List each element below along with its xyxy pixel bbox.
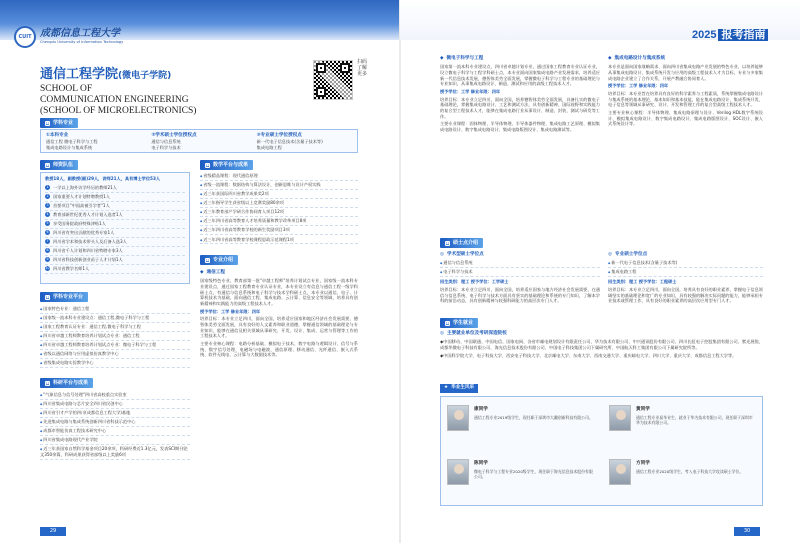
building-icon: ■ — [46, 294, 49, 299]
major-ic-goal: 培养目标：本专业旨在培养具有良好的科学素养与工程素质，系统掌握集成电路设计与集成系统的基本理论、基本知识和基本技能，能在集成电路设计、集成系统开发、电子信息等领域从事研究、设计、开发和管理工作的复合型高级工程技术人才。 — [608, 90, 763, 108]
alumni-box — [440, 396, 763, 506]
logo-text: CUIT — [18, 33, 32, 40]
college-title — [40, 66, 171, 84]
list-item: ◆ 近三年四川省高等教育学校的新生奖励项目3项 — [200, 226, 358, 235]
alumni-desc: 通信工程专业2019级学生，现任职于深圳市大疆创新科技有限公司。 — [474, 415, 593, 420]
academic-title: ②学术硕士学位授权点 — [151, 133, 197, 138]
teaching-list — [200, 172, 358, 244]
college-title-en — [40, 84, 310, 117]
list-item: ◆ 国家特色专业：通信工程 — [40, 305, 190, 314]
list-item: 10 四川省教学名师1人 — [45, 265, 185, 274]
list-item: 9 四川省科技创新创业苗子人才计划1人 — [45, 256, 185, 265]
diamond-icon: ◆ — [608, 56, 612, 61]
section-title: 学科专业平台 — [53, 293, 84, 300]
list-item: ◆ 四川省集成电路现代产业学院 — [40, 436, 190, 445]
page-number-left: 29 — [40, 527, 66, 536]
major-micro-desc: 国家第一流本科专业建设点，四川省卓越计划专业，通过国家工程教育专业认证专业，设立微电子科学与工程学科硕士点，本专业面向国家集成电路产业发展需求，培养适应新一代信息技术发展，德智体美劳全面发展，掌握微电子科学与工程专业的基础理论与专业知识，从事集成电路设计、制造、测试和应用的高级工程技术人才。 — [440, 64, 600, 87]
section-title: 数学平台与成果 — [213, 161, 249, 168]
alumni-name: 康同学 — [474, 407, 488, 412]
star-icon: ★ — [444, 385, 449, 391]
platforms-list — [40, 305, 190, 368]
section-teaching — [200, 160, 253, 170]
professional-item: 新一代电子信息技术(含量子技术等) — [256, 139, 323, 145]
section-research — [40, 378, 93, 388]
list-item: ◆ 电子科学与技术 — [440, 268, 600, 277]
school-name-en: Chengdu University of Information Technology — [40, 40, 124, 44]
list-icon: ■ — [206, 257, 209, 262]
major-comm-degree: 授予学位：工学 修业年限：四年 — [200, 308, 261, 314]
section-faculty — [40, 160, 78, 170]
faculty-summary: 教授18人，副教授(副)29人，讲师21人，具有博士学位53人 — [45, 176, 161, 181]
major-comm-title: ◆ 通信工程 — [200, 270, 225, 275]
list-item: ◆ 先进集成电路与集成系统创新四川省科技示范中心 — [40, 418, 190, 427]
briefcase-icon: ■ — [446, 320, 449, 325]
academic-master-points — [151, 133, 246, 149]
list-item: ◆ 国家工程教育认证专业：通信工程,微电子科学与工程 — [40, 323, 190, 332]
grad-academic-degree: 招生类别：理工 授予学位：工学硕士 — [440, 279, 509, 285]
school-name-cn: 成都信息工程大学 — [40, 28, 120, 39]
employers-schools: ◆中国科学院大学、电子科技大学、西安电子科技大学、北京邮电大学、东南大学、西南交通大学、重庆邮电大学、四川大学、重庆大学、成都信息工程大学等。 — [440, 352, 737, 358]
list-item: ◆ 省级以通信网络与应用虚拟仿真教学中心 — [40, 350, 190, 359]
major-ic-degree: 授予学位：工学 修业年限：四年 — [608, 83, 669, 89]
undergrad-title: ①本科专业 — [46, 133, 69, 138]
major-ic-desc: 本专业是面向国家战略需求、面向四川省集成电路产业发展的特色专业，以培养能够从事集成电路设计、集成系统开发与应用的高级工程技术人才为目标，专业与多家集成电路企业建立了合作关系，开展产教融合协同育人。 — [608, 64, 763, 81]
major-micro-title: ◆ 微电子科学与工程 — [440, 56, 484, 61]
list-item: ◆ 近三年获国家自然科学基金项目20余项，科研经费近1.3亿元，发表SCI期刊论文350余篇，科研成果获得省部级以上奖励6项 — [40, 445, 190, 460]
undergrad-item: 集成电路设计与集成系统 — [46, 144, 93, 150]
major-micro-courses: 主要专业课程：固体物理、半导体物理、半导体器件物理、集成电路工艺原理、模拟集成电路设计、数字集成电路设计、集成电路版图设计、集成电路测试等。 — [440, 121, 600, 132]
page-number-right: 30 — [734, 527, 760, 536]
title-en-line: COMMUNICATION ENGINEERING — [40, 94, 189, 105]
section-major-intro — [200, 255, 238, 265]
section-alumni: ★ 毕业生风采 — [440, 384, 478, 393]
target-icon: ◎ — [440, 331, 445, 336]
alumni-name: 陈同学 — [474, 461, 488, 466]
list-item: ◆ 省级精品课程：现代通信原理 — [200, 172, 358, 181]
school-logo-icon — [14, 26, 36, 48]
professional-master-points — [257, 133, 352, 149]
grad-professional-degree: 招生类别：理工 授予学位：工程硕士 — [608, 279, 677, 285]
major-ic-title: ◆ 集成电路设计与集成系统 — [608, 56, 666, 61]
college-title-sub: (微电子学院) — [118, 71, 172, 81]
faculty-box — [40, 172, 190, 284]
list-item: ◆ 通信与信息系统 — [440, 259, 600, 268]
academic-item: 通信与信息系统 — [151, 139, 181, 145]
list-item: 6 四川省有突出贡献的优秀专家1人 — [45, 229, 185, 238]
book-icon: ■ — [46, 120, 49, 125]
list-item: 4 教育部新世纪优秀人才计划入选者1人 — [45, 211, 185, 220]
diamond-icon: ◆ — [200, 270, 204, 275]
list-item: ◆ 集成电路工程 — [608, 268, 763, 277]
research-box — [40, 391, 190, 460]
list-item: 8 四川省千人计划和四川省特聘专家3人 — [45, 247, 185, 256]
list-item: ◆ 新一代电子信息技术(含量子技术等) — [608, 259, 763, 268]
target-icon: ◎ — [440, 252, 445, 257]
year-badge — [690, 28, 768, 43]
section-jobs — [440, 318, 478, 328]
section-title: 科研平台与成果 — [53, 379, 89, 386]
alumni-desc: 微电子科学与工程专业2020级学生，现任职于海光信息技术股份有限公司。 — [474, 469, 593, 480]
alumni-avatar — [447, 459, 469, 485]
list-item: ◆ 四川省集成电路与芯片安全四川省民创中心 — [40, 400, 190, 409]
list-item: 2 国家重要人才计划特聘教授1人 — [45, 193, 185, 202]
list-item: ◆ 近三年指导学生获省级以上竞赛奖励80余项 — [200, 199, 358, 208]
section-title: 专业介绍 — [213, 256, 234, 263]
cap-icon: ■ — [446, 240, 449, 245]
major-comm — [200, 270, 358, 358]
list-item: 1 一学以上海外访学经历的教师21人 — [45, 184, 185, 193]
undergrad-majors — [46, 133, 141, 149]
list-item: ◆ 四川省引才产学的四川(成都信息工程大学)基地 — [40, 409, 190, 418]
alumni-desc: 通信工程专业届毕业生，就业于华为技术有限公司，现任职于深圳市华为技术有限公司。 — [636, 415, 753, 426]
section-grad — [440, 238, 483, 248]
people-icon: ■ — [46, 162, 49, 167]
list-item: 5 享受国务院政府特殊津贴1人 — [45, 220, 185, 229]
platforms-box — [40, 305, 190, 368]
list-item: ◆ 省级集成电路实验教学中心 — [40, 359, 190, 368]
list-item: ◆ 近三年获国际四川省教学成果奖2项 — [200, 190, 358, 199]
medal-icon: ■ — [206, 162, 209, 167]
section-title: 学生就业 — [453, 319, 474, 326]
professional-title: ③专业硕士学位授权点 — [256, 133, 302, 138]
grad-academic-title: ◎ 学术型硕士学位点 — [440, 252, 484, 257]
grad-professional-title: ◎ 专业硕士学位点 — [608, 252, 648, 257]
grad-professional-desc: 培养目标：本专业立足四川，面向全国，培养具有良好的职业素养，掌握电子信息领域坚实的基础理论和宽广的专业知识，具有较强的解决实际问题的能力，能够承担专业技术或管理工作，具有良好的职业素养的高层次应用型专门人才。 — [608, 286, 763, 304]
major-ic — [608, 56, 763, 127]
faculty-list — [45, 184, 185, 274]
alumni-name: 方同学 — [636, 461, 650, 466]
research-list — [40, 391, 190, 460]
list-item: ◆ 省级一流课程：数据结构与算法设计，创新思维与设计产权实践 — [200, 181, 358, 190]
major-comm-desc: 国家级特色专业，教育部第一批"卓越工程师"培养计划试点专业，国家级一流本科专业建设点，通过国家工程教育专业认证专业，本专业设立有信息与通信工程一级学科硕士点，有通信与信息系统和电子科学与技术学科硕士点，本专业以通信、电子、计算机技术为基础，面向通信工程、集成电路、云计算、信息安全等领域，培养具有创新精神和实践能力的高级工程技术人才。 — [200, 278, 358, 306]
list-item: 3 首要项目"中国高被引学者"1人 — [45, 202, 185, 211]
list-item: ◆ 成都市智能仿真工程技术研究中心 — [40, 427, 190, 436]
academic-item: 电子科学与技术 — [151, 144, 181, 150]
section-title: 师资队伍 — [53, 161, 74, 168]
alumni-name: 黄同学 — [636, 407, 650, 412]
major-comm-goal: 培养目标：本专业立足四川，面向全国，培养适应国家和地区经济社会发展需要，德智体美劳全面发展，具有良好的人文素养和职业道德，掌握通信领域的基础理论与专业知识，能够在通信及相关领域从事研究、开发、设计、集成、运营与管理等工作的工程技术人才。 — [200, 316, 358, 339]
list-item: ◆ 国家级一流本科专业建设点：通信工程,微电子科学与工程 — [40, 314, 190, 323]
disciplines-box — [40, 129, 358, 153]
target-icon: ◎ — [608, 252, 613, 257]
grad-academic-list — [440, 259, 600, 277]
list-item: ◆ 近三年四川省高等教育学校课程思政示范课程1项 — [200, 235, 358, 244]
list-item: ◆ 四川省卓越工程师教育培养计划试点专业：通信工程 — [40, 332, 190, 341]
list-item: ◆ "气象信息与信号处理"四川省高校重点实验室 — [40, 391, 190, 400]
major-micro-goal: 培养目标：本专业立足四川，面向全国，培养德智体美劳全面发展，具备扎实的微电子基础理论，掌握集成电路设计、工艺和测试方法，具有创新精神、国际视野和实践能力的复合型工程技术人才，能够在集成电路行业从事设计、制造、封装、测试与研发等工作。 — [440, 96, 600, 119]
major-ic-courses: 主要专业核心课程：半导体物理、集成电路原理与设计、Verilog HDL数字系统设计、模拟集成电路设计、数字集成电路设计、集成电路版图设计、SOC设计、嵌入式系统设计等。 — [608, 109, 763, 127]
alumni-desc: 通信工程专业2020级学生，考入电子科技大学攻读硕士学位。 — [636, 469, 744, 474]
grad-professional — [608, 252, 763, 304]
grad-academic-desc: 培养目标：本专业立足四川，面向全国，培养适应国家与地方经济社会发展需要，在通信与信息系统、电子科学与技术方面具有坚实的基础理论和系统的专门知识，了解本学科的前沿动态，具有创新精神与较强科研能力的高层次专门人才。 — [440, 286, 600, 304]
diamond-icon: ◆ — [440, 56, 444, 61]
college-title-main: 通信工程学院 — [40, 67, 119, 82]
major-micro — [440, 56, 600, 133]
alumni-avatar — [609, 459, 631, 485]
grad-professional-list — [608, 259, 763, 277]
major-micro-degree: 授予学位：工学 修业年限：四年 — [440, 88, 501, 94]
year-label: 2025 — [692, 29, 717, 41]
title-en-line: SCHOOL OF — [40, 84, 93, 94]
qr-code[interactable] — [313, 60, 353, 100]
list-item: ◆ 近三年四川省高等教育人才培养质量和教学改革项目8项 — [200, 217, 358, 226]
major-comm-courses: 主要专业核心课程：电路分析基础、模拟电子技术、数字电路与逻辑设计、信号与系统、数字信号处理、电磁场与电磁波、通信原理、移动通信、光纤通信、嵌入式系统、软件无线电、云计算与大数据技术等。 — [200, 340, 358, 358]
alumni-avatar — [447, 405, 469, 431]
grad-academic — [440, 252, 600, 304]
list-item: ◆ 近三年教育部产学研合作协同育人项目12项 — [200, 208, 358, 217]
right-page — [400, 0, 800, 543]
alumni-avatar — [609, 405, 631, 431]
qr-caption: 扫码了解更多 — [357, 59, 368, 77]
section-platforms — [40, 292, 88, 302]
employers-box — [440, 331, 763, 358]
professional-item: 集成电路工程 — [256, 144, 282, 150]
undergrad-item: 通信工程 微电子科学与工程 — [46, 139, 98, 145]
flask-icon: ■ — [46, 380, 49, 385]
list-item: ◆ 四川省卓越工程师教育培养计划试点专业：微电子科学与工程 — [40, 341, 190, 350]
list-item: 7 四川省学术和技术带头人及后备人选3人 — [45, 238, 185, 247]
section-title: 硕士点介绍 — [453, 239, 479, 246]
section-disciplines — [40, 118, 78, 128]
guide-label: 报考指南 — [718, 29, 768, 41]
teaching-box — [200, 172, 358, 244]
employers-title: ◎ 主要就业单位及考研深造院校 — [440, 331, 507, 336]
section-title: 学科专业 — [53, 119, 74, 126]
employers-companies: ◆中国移动、中国联通、中国电信、国家电网、各省市邮电规划设计有限责任公司、华为技术有限公司、中兴通讯股份有限公司、四川长虹电子控股集团有限公司、紫光展锐、成都华微电子科技有限公司、海光信息技术股份有限公司、中国电子科技集团公司下属研究所、中国航天科工集团有限公司下属研究院所等。 — [440, 339, 763, 350]
title-en-line: (SCHOOL OF MICROELECTRONICS) — [40, 105, 197, 116]
